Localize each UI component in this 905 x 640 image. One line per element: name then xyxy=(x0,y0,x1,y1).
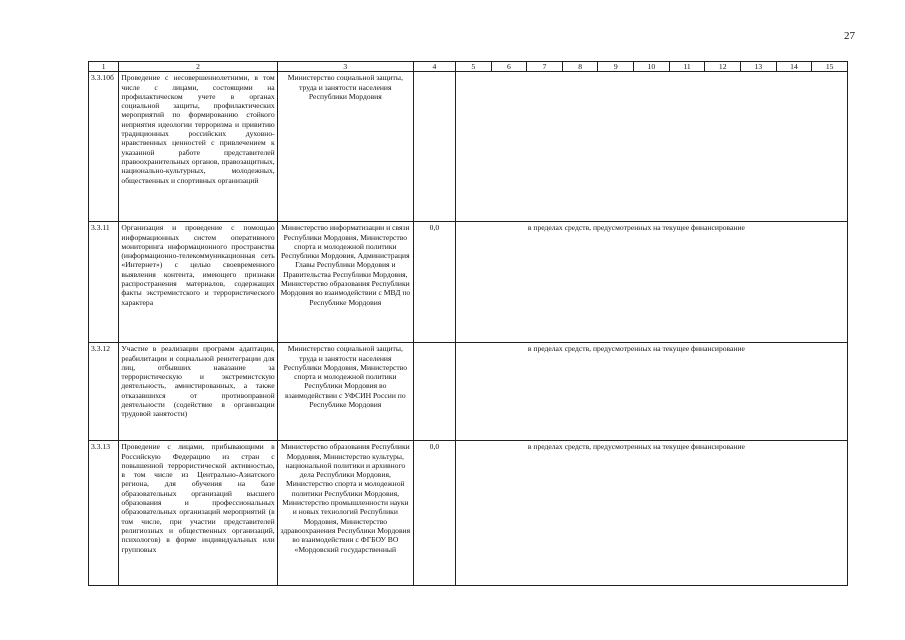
measure-description: Проведение с лицами, прибывающими в Российскую Федерацию из стран с повышенной террористической активностью, в том числе из Центрально-Азиатского региона, для обучения на базе образовательных организаций высшего образования и профессиональных образовательных организаций мероприятий (в том числе, при участии представителей религиозных и общественных организаций, психологов) в форме индивидуальных или групповых xyxy=(119,441,277,586)
column-header: 4 xyxy=(413,62,455,72)
column-header: 3 xyxy=(277,62,413,72)
page-number: 27 xyxy=(844,30,855,42)
table-row xyxy=(89,72,848,222)
executor: Министерство социальной защиты, труда и занятости населения Республики Мордовия xyxy=(277,72,413,222)
column-header: 15 xyxy=(812,62,848,72)
column-header: 6 xyxy=(491,62,527,72)
row-number: 3.3.11 xyxy=(89,222,119,343)
funding-value: 0,0 xyxy=(413,222,455,343)
executor: Министерство образования Республики Мордовия, Министерство культуры, национальной политики и архивного дела Республики Мордовия, Министерство спорта и молодежной политики Республики Мордовия, Министерство промышленности науки и новых технологий Республики Мордовия, Министерство здравоохранения Республики Мордовия во взаимодействии с ФГБОУ ВО «Мордовский государственный xyxy=(277,441,413,586)
column-header: 13 xyxy=(741,62,777,72)
table-row xyxy=(89,222,848,343)
column-header: 12 xyxy=(705,62,741,72)
financing-note: в пределах средств, предусмотренных на текущее финансирование xyxy=(527,442,745,452)
column-header: 2 xyxy=(119,62,277,72)
table-header-row xyxy=(89,62,848,72)
table-row xyxy=(89,441,848,586)
column-header: 9 xyxy=(598,62,634,72)
row-number: 3.3.10б xyxy=(89,72,119,222)
column-header: 8 xyxy=(562,62,598,72)
funding-value xyxy=(413,72,455,222)
measure-description: Участие в реализации программ адаптации, реабилитации и социальной реинтеграции для лиц, отбывших наказание за террористическую и экстремистскую деятельность, амнистированных, а также отказавшихся от противоправной деятельности (содействие в организации трудовой занятости) xyxy=(119,343,277,441)
table-row xyxy=(89,343,848,441)
column-header: 11 xyxy=(669,62,705,72)
column-header: 7 xyxy=(527,62,563,72)
financing-note: в пределах средств, предусмотренных на текущее финансирование xyxy=(527,223,745,233)
column-header: 10 xyxy=(634,62,670,72)
column-header: 14 xyxy=(776,62,812,72)
measures-table xyxy=(88,61,848,586)
financing-cell xyxy=(455,441,847,586)
financing-cell xyxy=(455,343,847,441)
funding-value xyxy=(413,343,455,441)
financing-note: в пределах средств, предусмотренных на текущее финансирование xyxy=(527,344,745,354)
measure-description: Проведение с несовершеннолетними, в том числе с лицами, состоящими на профилактическом учете в органах социальной защиты, профилактических мероприятий по формированию стойкого неприятия идеологии терроризма и привитию традиционных российских духовно-нравственных ценностей с привлечением к указанной работе представителей правоохранительных органов, правозащитных, национально-культурных, молодежных, общественных и спортивных организаций xyxy=(119,72,277,222)
row-number: 3.3.12 xyxy=(89,343,119,441)
financing-cell xyxy=(455,72,847,222)
executor: Министерство информатизации и связи Республики Мордовия, Министерство спорта и молодежной политики Республики Мордовия, Администрация Главы Республики Мордовия и Правительства Республики Мордовия, Министерство образования Республики Мордовия во взаимодействии с МВД по Республике Мордовия xyxy=(277,222,413,343)
funding-value: 0,0 xyxy=(413,441,455,586)
measure-description: Организация и проведение с помощью информационных систем оперативного мониторинга информационного пространства (информационно-телекоммуникационная сеть «Интернет») с целью своевременного выявления контента, имеющего признаки распространения материалов, содержащих факты экстремистского и террористического характера xyxy=(119,222,277,343)
column-header: 5 xyxy=(455,62,491,72)
executor: Министерство социальной защиты, труда и занятости населения Республики Мордовия, Министерство спорта и молодежной политики Республики Мордовия во взаимодействии с УФСИН России по Республике Мордовия xyxy=(277,343,413,441)
financing-cell xyxy=(455,222,847,343)
row-number: 3.3.13 xyxy=(89,441,119,586)
column-header: 1 xyxy=(89,62,119,72)
